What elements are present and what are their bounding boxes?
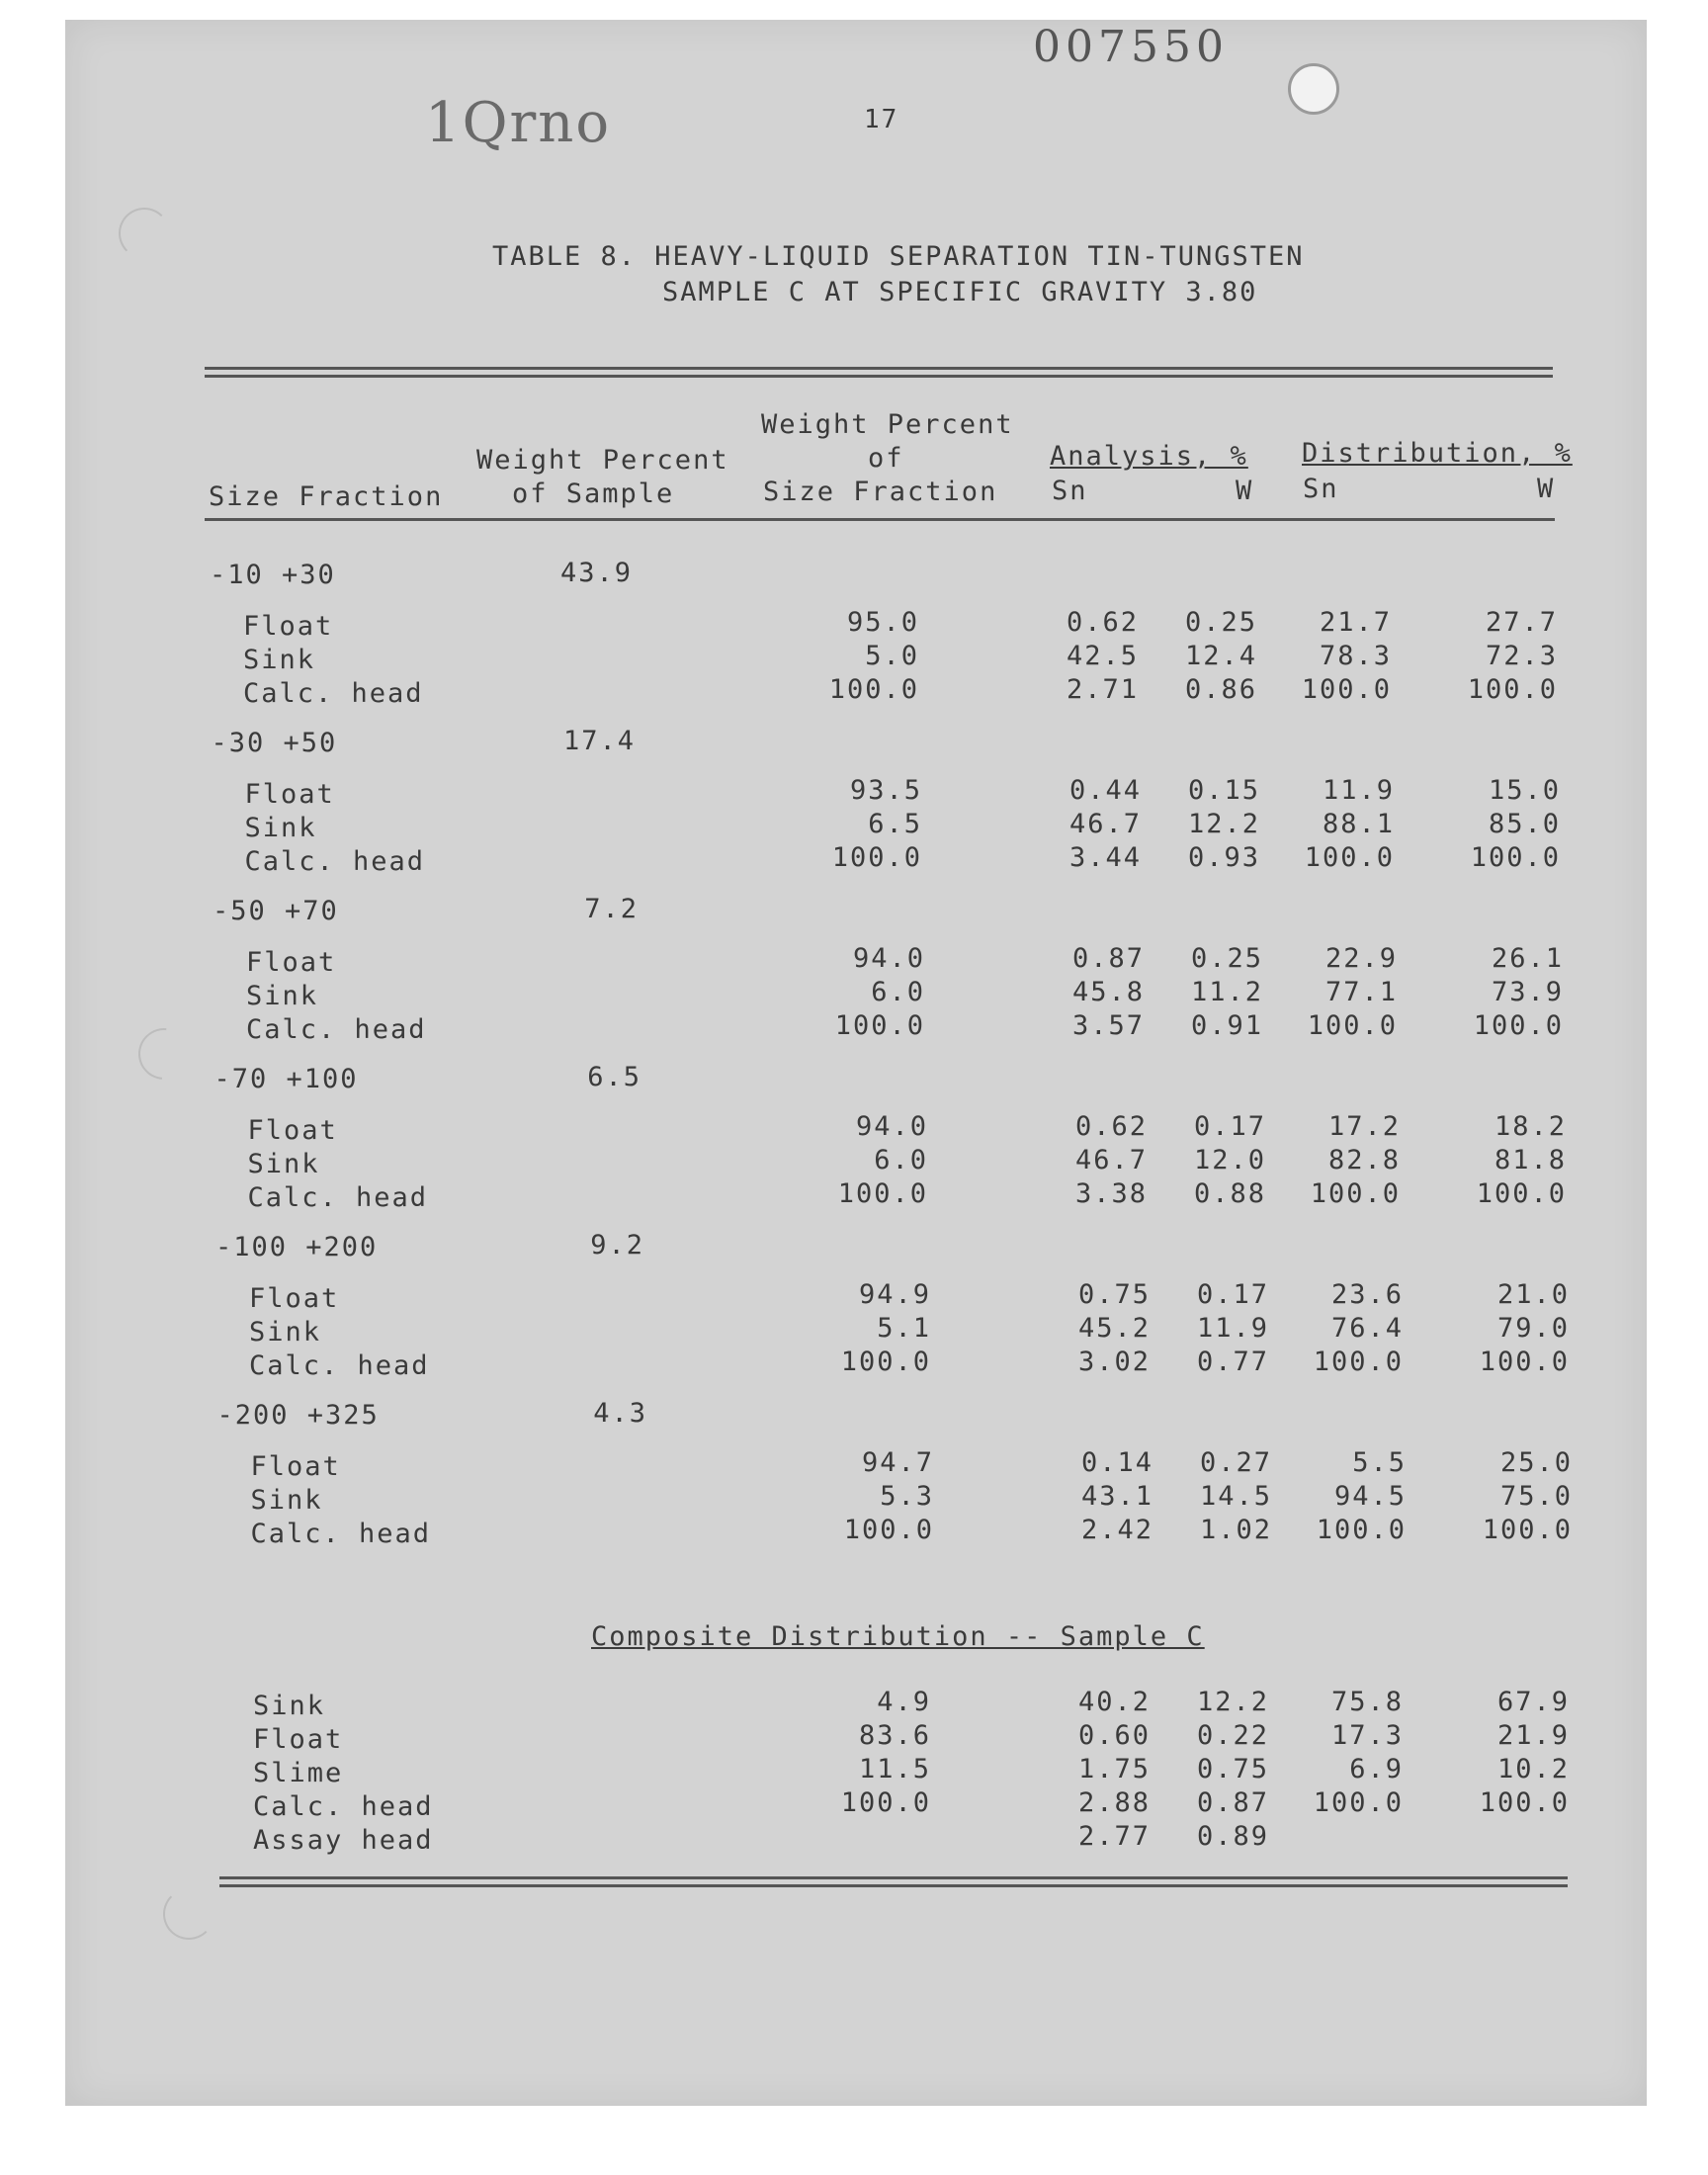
composite-cell-d-sn: 17.3 bbox=[1330, 1720, 1404, 1751]
cell-d-sn: 100.0 bbox=[1316, 1515, 1407, 1545]
cell-wpsf: 100.0 bbox=[831, 842, 922, 873]
composite-cell-a-w: 12.2 bbox=[1196, 1687, 1269, 1717]
cell-d-w: 25.0 bbox=[1499, 1447, 1573, 1478]
row-label: Sink bbox=[244, 813, 317, 843]
composite-cell-a-w: 0.87 bbox=[1196, 1787, 1269, 1818]
row-label: Float bbox=[247, 1115, 338, 1146]
cell-d-w: 18.2 bbox=[1494, 1111, 1567, 1142]
cell-d-w: 100.0 bbox=[1470, 842, 1561, 873]
cell-d-w: 21.0 bbox=[1496, 1279, 1570, 1310]
cell-d-sn: 78.3 bbox=[1319, 641, 1392, 671]
cell-a-w: 12.0 bbox=[1193, 1145, 1266, 1175]
cell-d-w: 100.0 bbox=[1482, 1515, 1573, 1545]
table-title-line2: SAMPLE C AT SPECIFIC GRAVITY 3.80 bbox=[662, 277, 1258, 307]
document-number: 007550 bbox=[1033, 22, 1229, 72]
cell-a-w: 0.25 bbox=[1190, 943, 1263, 974]
cell-a-sn: 46.7 bbox=[1074, 1145, 1148, 1175]
composite-row-label: Float bbox=[253, 1724, 344, 1755]
cell-d-w: 15.0 bbox=[1488, 775, 1561, 806]
cell-d-w: 73.9 bbox=[1491, 977, 1564, 1007]
row-label: Float bbox=[246, 947, 337, 978]
cell-d-w: 100.0 bbox=[1476, 1178, 1567, 1209]
composite-cell-a-sn: 2.77 bbox=[1077, 1821, 1151, 1852]
punch-hole-shadow bbox=[119, 208, 170, 259]
cell-a-w: 0.86 bbox=[1184, 674, 1257, 705]
cell-wpsf: 94.9 bbox=[858, 1279, 931, 1310]
cell-a-w: 0.77 bbox=[1196, 1347, 1269, 1377]
weight-percent-sample: 17.4 bbox=[562, 726, 636, 756]
cell-d-sn: 17.2 bbox=[1327, 1111, 1401, 1142]
cell-d-sn: 88.1 bbox=[1322, 809, 1395, 839]
cell-d-w: 100.0 bbox=[1473, 1010, 1564, 1041]
cell-a-sn: 0.62 bbox=[1066, 607, 1139, 638]
row-label: Sink bbox=[250, 1485, 323, 1516]
composite-cell-a-w: 0.75 bbox=[1196, 1754, 1269, 1784]
size-fraction-label: -70 +100 bbox=[214, 1064, 359, 1094]
composite-cell-a-w: 0.89 bbox=[1196, 1821, 1269, 1852]
cell-a-sn: 45.8 bbox=[1071, 977, 1145, 1007]
cell-d-w: 100.0 bbox=[1467, 674, 1558, 705]
size-fraction-label: -100 +200 bbox=[215, 1232, 379, 1262]
cell-a-w: 14.5 bbox=[1199, 1481, 1272, 1512]
composite-row-label: Calc. head bbox=[253, 1791, 434, 1822]
cell-a-w: 0.15 bbox=[1187, 775, 1260, 806]
cell-a-sn: 42.5 bbox=[1066, 641, 1139, 671]
cell-wpsf: 6.5 bbox=[868, 809, 922, 839]
composite-cell-a-sn: 40.2 bbox=[1077, 1687, 1151, 1717]
cell-a-sn: 2.71 bbox=[1066, 674, 1139, 705]
cell-a-w: 0.27 bbox=[1199, 1447, 1272, 1478]
cell-d-w: 79.0 bbox=[1496, 1313, 1570, 1344]
cell-a-sn: 3.02 bbox=[1077, 1347, 1151, 1377]
row-label: Calc. head bbox=[249, 1350, 430, 1381]
composite-cell-a-sn: 2.88 bbox=[1077, 1787, 1151, 1818]
cell-wpsf: 100.0 bbox=[843, 1515, 934, 1545]
cell-a-w: 0.17 bbox=[1193, 1111, 1266, 1142]
bottom-rule bbox=[219, 1876, 1568, 1879]
size-fraction-label: -200 +325 bbox=[216, 1400, 380, 1431]
composite-cell-d-w: 10.2 bbox=[1496, 1754, 1570, 1784]
cell-wpsf: 94.0 bbox=[855, 1111, 928, 1142]
cell-d-sn: 22.9 bbox=[1324, 943, 1398, 974]
composite-cell-d-w: 100.0 bbox=[1479, 1787, 1570, 1818]
header-weight-percent-sample: of Sample bbox=[512, 478, 675, 509]
composite-cell-d-sn: 100.0 bbox=[1313, 1787, 1404, 1818]
size-fraction-label: -10 +30 bbox=[210, 560, 336, 590]
cell-a-w: 12.2 bbox=[1187, 809, 1260, 839]
header-weight-percent-fraction: of bbox=[868, 443, 904, 474]
composite-cell-d-w: 21.9 bbox=[1496, 1720, 1570, 1751]
cell-d-sn: 100.0 bbox=[1313, 1347, 1404, 1377]
cell-a-w: 1.02 bbox=[1199, 1515, 1272, 1545]
page-number: 17 bbox=[864, 105, 899, 134]
row-label: Float bbox=[244, 779, 335, 810]
composite-cell-d-sn: 6.9 bbox=[1349, 1754, 1404, 1784]
row-label: Sink bbox=[249, 1317, 322, 1348]
weight-percent-sample: 4.3 bbox=[593, 1398, 647, 1429]
cell-a-sn: 0.75 bbox=[1077, 1279, 1151, 1310]
cell-d-w: 85.0 bbox=[1488, 809, 1561, 839]
bottom-rule bbox=[219, 1884, 1568, 1887]
cell-d-w: 81.8 bbox=[1494, 1145, 1567, 1175]
header-distribution: Distribution, % bbox=[1302, 438, 1573, 469]
cell-a-w: 0.93 bbox=[1187, 842, 1260, 873]
cell-wpsf: 95.0 bbox=[846, 607, 919, 638]
header-size-fraction: Size Fraction bbox=[209, 481, 444, 512]
cell-d-sn: 23.6 bbox=[1330, 1279, 1404, 1310]
weight-percent-sample: 43.9 bbox=[559, 558, 633, 588]
composite-cell-a-w: 0.22 bbox=[1196, 1720, 1269, 1751]
cell-a-w: 0.88 bbox=[1193, 1178, 1266, 1209]
header-weight-percent-sample: Weight Percent bbox=[476, 445, 729, 476]
cell-d-sn: 100.0 bbox=[1307, 1010, 1398, 1041]
composite-cell-wpsf: 83.6 bbox=[858, 1720, 931, 1751]
cell-wpsf: 6.0 bbox=[871, 977, 925, 1007]
header-analysis-sn: Sn bbox=[1052, 476, 1088, 506]
row-label: Float bbox=[243, 611, 334, 642]
cell-d-sn: 76.4 bbox=[1330, 1313, 1404, 1344]
row-label: Calc. head bbox=[244, 846, 426, 877]
composite-cell-wpsf: 4.9 bbox=[877, 1687, 931, 1717]
cell-wpsf: 100.0 bbox=[834, 1010, 925, 1041]
composite-row-label: Sink bbox=[253, 1691, 326, 1721]
cell-d-sn: 82.8 bbox=[1327, 1145, 1401, 1175]
row-label: Sink bbox=[243, 645, 316, 675]
composite-row-label: Assay head bbox=[253, 1825, 434, 1856]
composite-cell-a-sn: 1.75 bbox=[1077, 1754, 1151, 1784]
cell-a-sn: 3.57 bbox=[1071, 1010, 1145, 1041]
top-rule bbox=[205, 375, 1553, 378]
header-analysis-w: W bbox=[1236, 476, 1254, 506]
cell-wpsf: 100.0 bbox=[840, 1347, 931, 1377]
row-label: Float bbox=[249, 1283, 340, 1314]
cell-a-sn: 45.2 bbox=[1077, 1313, 1151, 1344]
cell-a-sn: 0.44 bbox=[1068, 775, 1142, 806]
cell-a-w: 11.2 bbox=[1190, 977, 1263, 1007]
composite-title: Composite Distribution -- Sample C bbox=[591, 1621, 1205, 1652]
top-rule bbox=[205, 367, 1553, 370]
cell-wpsf: 94.0 bbox=[852, 943, 925, 974]
cell-d-sn: 77.1 bbox=[1324, 977, 1398, 1007]
weight-percent-sample: 7.2 bbox=[584, 894, 639, 924]
composite-cell-d-sn: 75.8 bbox=[1330, 1687, 1404, 1717]
row-label: Sink bbox=[247, 1149, 320, 1179]
header-weight-percent-fraction: Size Fraction bbox=[763, 477, 998, 507]
composite-cell-wpsf: 11.5 bbox=[858, 1754, 931, 1784]
cell-wpsf: 93.5 bbox=[849, 775, 922, 806]
cell-a-w: 0.17 bbox=[1196, 1279, 1269, 1310]
cell-d-w: 100.0 bbox=[1479, 1347, 1570, 1377]
cell-a-sn: 0.87 bbox=[1071, 943, 1145, 974]
cell-d-sn: 21.7 bbox=[1319, 607, 1392, 638]
punch-hole bbox=[1288, 63, 1339, 115]
composite-cell-d-w: 67.9 bbox=[1496, 1687, 1570, 1717]
cell-a-sn: 0.14 bbox=[1080, 1447, 1153, 1478]
cell-d-sn: 100.0 bbox=[1304, 842, 1395, 873]
cell-wpsf: 100.0 bbox=[837, 1178, 928, 1209]
cell-a-sn: 0.62 bbox=[1074, 1111, 1148, 1142]
cell-a-w: 12.4 bbox=[1184, 641, 1257, 671]
cell-d-sn: 100.0 bbox=[1301, 674, 1392, 705]
cell-d-sn: 11.9 bbox=[1322, 775, 1395, 806]
row-label: Calc. head bbox=[246, 1014, 427, 1045]
cell-a-sn: 43.1 bbox=[1080, 1481, 1153, 1512]
header-distribution-w: W bbox=[1537, 474, 1556, 504]
cell-a-w: 11.9 bbox=[1196, 1313, 1269, 1344]
row-label: Calc. head bbox=[247, 1182, 429, 1213]
row-label: Calc. head bbox=[243, 678, 424, 709]
row-label: Sink bbox=[246, 981, 319, 1011]
cell-wpsf: 5.3 bbox=[880, 1481, 934, 1512]
cell-wpsf: 94.7 bbox=[861, 1447, 934, 1478]
punch-hole-shadow bbox=[163, 1888, 214, 1940]
cell-d-w: 75.0 bbox=[1499, 1481, 1573, 1512]
cell-a-sn: 3.38 bbox=[1074, 1178, 1148, 1209]
cell-wpsf: 6.0 bbox=[874, 1145, 928, 1175]
weight-percent-sample: 6.5 bbox=[587, 1062, 641, 1092]
cell-d-w: 26.1 bbox=[1491, 943, 1564, 974]
header-weight-percent-fraction: Weight Percent bbox=[761, 409, 1014, 440]
handwritten-mark: 1Qrno bbox=[425, 91, 612, 155]
header-rule bbox=[205, 518, 1555, 521]
cell-wpsf: 100.0 bbox=[828, 674, 919, 705]
cell-a-sn: 46.7 bbox=[1068, 809, 1142, 839]
cell-d-sn: 94.5 bbox=[1333, 1481, 1407, 1512]
size-fraction-label: -50 +70 bbox=[213, 896, 339, 926]
cell-d-w: 27.7 bbox=[1485, 607, 1558, 638]
cell-wpsf: 5.1 bbox=[877, 1313, 931, 1344]
cell-a-sn: 3.44 bbox=[1068, 842, 1142, 873]
table-title-line1: TABLE 8. HEAVY-LIQUID SEPARATION TIN-TUNGSTEN bbox=[492, 241, 1305, 272]
size-fraction-label: -30 +50 bbox=[211, 728, 338, 758]
cell-d-sn: 100.0 bbox=[1310, 1178, 1401, 1209]
cell-d-w: 72.3 bbox=[1485, 641, 1558, 671]
weight-percent-sample: 9.2 bbox=[590, 1230, 644, 1261]
composite-cell-wpsf: 100.0 bbox=[840, 1787, 931, 1818]
header-distribution-sn: Sn bbox=[1303, 474, 1339, 504]
header-analysis: Analysis, % bbox=[1050, 441, 1248, 472]
cell-a-w: 0.25 bbox=[1184, 607, 1257, 638]
row-label: Float bbox=[250, 1451, 341, 1482]
composite-cell-a-sn: 0.60 bbox=[1077, 1720, 1151, 1751]
cell-a-sn: 2.42 bbox=[1080, 1515, 1153, 1545]
cell-wpsf: 5.0 bbox=[865, 641, 919, 671]
composite-row-label: Slime bbox=[253, 1758, 344, 1788]
row-label: Calc. head bbox=[250, 1519, 432, 1549]
cell-a-w: 0.91 bbox=[1190, 1010, 1263, 1041]
cell-d-sn: 5.5 bbox=[1352, 1447, 1407, 1478]
